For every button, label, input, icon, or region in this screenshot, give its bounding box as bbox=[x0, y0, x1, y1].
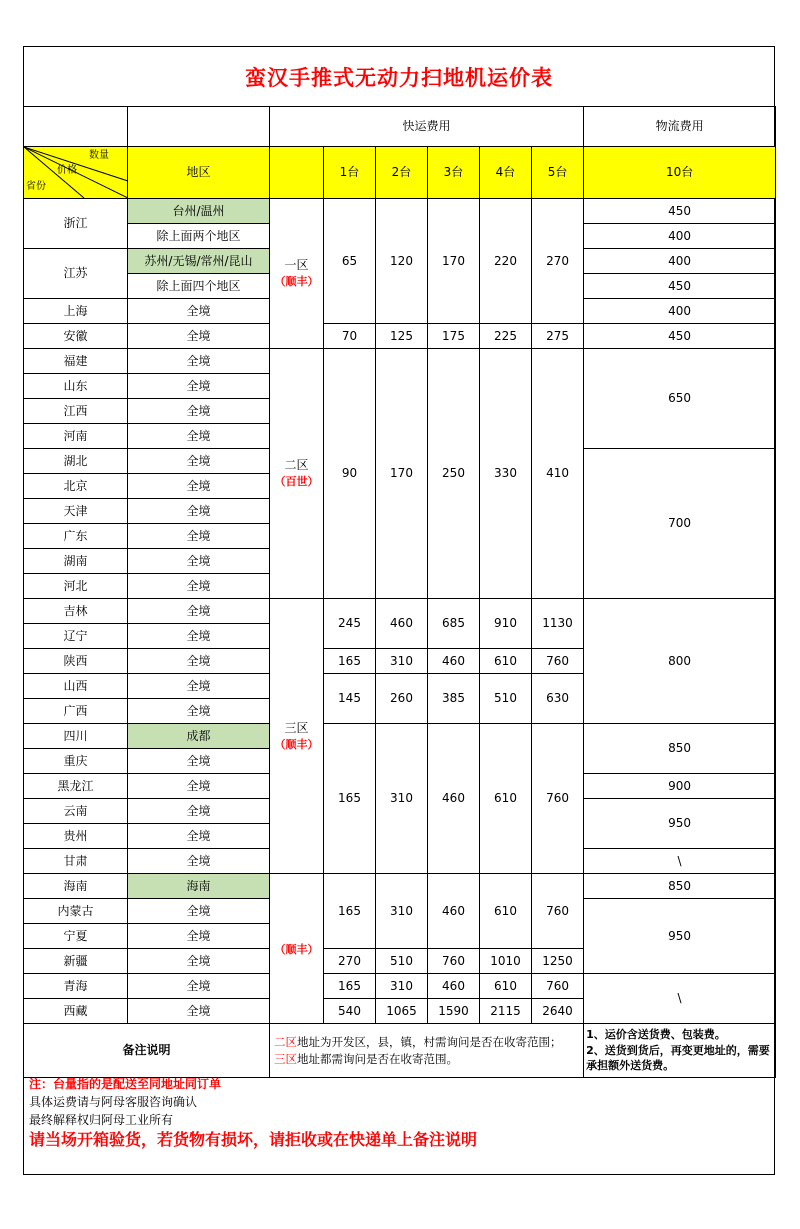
logistics-fee-header: 物流费用 bbox=[584, 107, 776, 147]
qty-2-header: 2台 bbox=[376, 147, 428, 199]
price-z2-5: 410 bbox=[532, 349, 584, 599]
province-cell: 安徽 bbox=[24, 324, 128, 349]
logistics-cell: 400 bbox=[584, 299, 776, 324]
region-cell: 全境 bbox=[128, 749, 270, 774]
remarks-title: 备注说明 bbox=[24, 1024, 270, 1078]
province-cell: 北京 bbox=[24, 474, 128, 499]
province-cell: 黑龙江 bbox=[24, 774, 128, 799]
province-cell: 青海 bbox=[24, 974, 128, 999]
region-cell: 全境 bbox=[128, 599, 270, 624]
logistics-cell: 800 bbox=[584, 599, 776, 724]
region-header: 地区 bbox=[128, 147, 270, 199]
province-cell: 吉林 bbox=[24, 599, 128, 624]
province-cell: 浙江 bbox=[24, 199, 128, 249]
logistics-cell: 700 bbox=[584, 449, 776, 599]
province-cell: 广西 bbox=[24, 699, 128, 724]
price-z1b-4: 225 bbox=[480, 324, 532, 349]
note-line-2: 具体运费请与阿母客服咨询确认 bbox=[29, 1095, 198, 1109]
zone-2-cell bbox=[270, 349, 324, 599]
province-cell: 新疆 bbox=[24, 949, 128, 974]
header-blank-1 bbox=[24, 107, 128, 147]
region-cell: 全境 bbox=[128, 374, 270, 399]
remark-zone3-label: 三区 bbox=[274, 1051, 297, 1066]
region-cell: 全境 bbox=[128, 699, 270, 724]
region-cell: 全境 bbox=[128, 624, 270, 649]
province-cell: 宁夏 bbox=[24, 924, 128, 949]
qty-3-header: 3台 bbox=[428, 147, 480, 199]
price-z4c-1: 165 bbox=[324, 974, 376, 999]
price-z3b-5: 760 bbox=[532, 649, 584, 674]
price-z3a-1: 245 bbox=[324, 599, 376, 649]
price-z1b-2: 125 bbox=[376, 324, 428, 349]
price-z2-4: 330 bbox=[480, 349, 532, 599]
province-cell: 湖南 bbox=[24, 549, 128, 574]
price-z3a-4: 910 bbox=[480, 599, 532, 649]
remarks-zone-notes bbox=[270, 1024, 584, 1078]
price-z4b-3: 760 bbox=[428, 949, 480, 974]
region-cell: 全境 bbox=[128, 899, 270, 924]
zone-2-carrier: （百世） bbox=[274, 475, 319, 489]
region-cell: 全境 bbox=[128, 974, 270, 999]
region-cell: 全境 bbox=[128, 474, 270, 499]
corner-price-label: 价格 bbox=[57, 165, 77, 176]
zone-2-name: 二区 bbox=[284, 458, 309, 473]
price-z3c-4: 510 bbox=[480, 674, 532, 724]
logistics-cell: 400 bbox=[584, 224, 776, 249]
price-z2-2: 170 bbox=[376, 349, 428, 599]
price-z3b-2: 310 bbox=[376, 649, 428, 674]
logistics-cell: 450 bbox=[584, 274, 776, 299]
price-z1a-2: 120 bbox=[376, 199, 428, 324]
province-cell: 河北 bbox=[24, 574, 128, 599]
price-z1a-3: 170 bbox=[428, 199, 480, 324]
note-line-1: 注：台量指的是配送至同地址同订单 bbox=[29, 1077, 222, 1091]
logistics-cell: 850 bbox=[584, 724, 776, 774]
page-title: 蛮汉手推式无动力扫地机运价表 bbox=[245, 66, 553, 90]
region-cell: 成都 bbox=[128, 724, 270, 749]
price-z3d-3: 460 bbox=[428, 724, 480, 874]
zone-4-cell bbox=[270, 874, 324, 1024]
price-z3d-4: 610 bbox=[480, 724, 532, 874]
region-cell: 全境 bbox=[128, 924, 270, 949]
province-cell: 上海 bbox=[24, 299, 128, 324]
province-cell: 广东 bbox=[24, 524, 128, 549]
zone-3-name: 三区 bbox=[284, 720, 309, 735]
qty-1-header: 1台 bbox=[324, 147, 376, 199]
region-cell: 全境 bbox=[128, 524, 270, 549]
price-z2-3: 250 bbox=[428, 349, 480, 599]
region-cell: 全境 bbox=[128, 424, 270, 449]
price-z4a-2: 310 bbox=[376, 874, 428, 949]
price-z4a-1: 165 bbox=[324, 874, 376, 949]
province-cell: 湖北 bbox=[24, 449, 128, 474]
price-z4b-5: 1250 bbox=[532, 949, 584, 974]
remark-right-1: 1、运价含送货费、包装费。 bbox=[586, 1027, 726, 1041]
price-z3b-4: 610 bbox=[480, 649, 532, 674]
price-z2-1: 90 bbox=[324, 349, 376, 599]
qty-5-header: 5台 bbox=[532, 147, 584, 199]
price-z3b-3: 460 bbox=[428, 649, 480, 674]
price-z3c-1: 145 bbox=[324, 674, 376, 724]
price-z1b-1: 70 bbox=[324, 324, 376, 349]
price-z4c-5: 760 bbox=[532, 974, 584, 999]
price-z1b-5: 275 bbox=[532, 324, 584, 349]
price-z4c-4: 610 bbox=[480, 974, 532, 999]
remark-right-2: 2、送货到货后，再变更地址的，需要承担额外送货费。 bbox=[586, 1043, 770, 1073]
logistics-cell: 850 bbox=[584, 874, 776, 899]
price-z4b-4: 1010 bbox=[480, 949, 532, 974]
price-z4c-2: 310 bbox=[376, 974, 428, 999]
zone-header-blank bbox=[270, 147, 324, 199]
province-cell: 辽宁 bbox=[24, 624, 128, 649]
logistics-cell: 950 bbox=[584, 899, 776, 974]
logistics-cell: \ bbox=[584, 974, 776, 1024]
region-cell: 全境 bbox=[128, 674, 270, 699]
remark-zone2-label: 二区 bbox=[274, 1034, 297, 1049]
price-z4d-3: 1590 bbox=[428, 999, 480, 1024]
zone-3-carrier: （顺丰） bbox=[274, 737, 319, 751]
region-cell: 全境 bbox=[128, 574, 270, 599]
corner-province-label: 省份 bbox=[26, 181, 46, 192]
region-cell: 全境 bbox=[128, 799, 270, 824]
region-cell: 全境 bbox=[128, 449, 270, 474]
province-cell: 内蒙古 bbox=[24, 899, 128, 924]
qty-10-header: 10台 bbox=[584, 147, 776, 199]
region-cell: 全境 bbox=[128, 849, 270, 874]
province-cell: 重庆 bbox=[24, 749, 128, 774]
price-z4c-3: 460 bbox=[428, 974, 480, 999]
corner-quantity-label: 数量 bbox=[89, 150, 109, 161]
price-z3c-5: 630 bbox=[532, 674, 584, 724]
province-cell: 江西 bbox=[24, 399, 128, 424]
region-cell: 全境 bbox=[128, 324, 270, 349]
price-z3c-2: 260 bbox=[376, 674, 428, 724]
price-z3a-2: 460 bbox=[376, 599, 428, 649]
zone-4-carrier: （顺丰） bbox=[274, 942, 319, 956]
express-fee-header: 快运费用 bbox=[270, 107, 584, 147]
logistics-cell: 450 bbox=[584, 199, 776, 224]
price-z1a-5: 270 bbox=[532, 199, 584, 324]
province-cell: 贵州 bbox=[24, 824, 128, 849]
province-cell: 海南 bbox=[24, 874, 128, 899]
note-line-3: 最终解释权归阿母工业所有 bbox=[29, 1113, 174, 1127]
price-z4d-5: 2640 bbox=[532, 999, 584, 1024]
province-cell: 山西 bbox=[24, 674, 128, 699]
logistics-cell: 450 bbox=[584, 324, 776, 349]
rate-table bbox=[23, 106, 776, 1078]
price-z4a-5: 760 bbox=[532, 874, 584, 949]
note-line-4: 请当场开箱验货，若货物有损坏，请拒收或在快递单上备注说明 bbox=[29, 1130, 478, 1149]
price-z3c-3: 385 bbox=[428, 674, 480, 724]
price-z4b-2: 510 bbox=[376, 949, 428, 974]
remark-zone2-text: 地址为开发区，县，镇，村需询问是否在收寄范围； bbox=[297, 1034, 562, 1049]
logistics-cell: \ bbox=[584, 849, 776, 874]
region-cell: 除上面四个地区 bbox=[128, 274, 270, 299]
price-z3d-2: 310 bbox=[376, 724, 428, 874]
price-z3d-1: 165 bbox=[324, 724, 376, 874]
zone-3-cell bbox=[270, 599, 324, 874]
region-cell: 全境 bbox=[128, 399, 270, 424]
region-cell: 全境 bbox=[128, 774, 270, 799]
region-cell: 全境 bbox=[128, 949, 270, 974]
price-z4a-3: 460 bbox=[428, 874, 480, 949]
region-cell: 除上面两个地区 bbox=[128, 224, 270, 249]
region-cell: 全境 bbox=[128, 824, 270, 849]
province-cell: 福建 bbox=[24, 349, 128, 374]
footer-notes bbox=[24, 1071, 774, 1155]
province-cell: 山东 bbox=[24, 374, 128, 399]
region-cell: 海南 bbox=[128, 874, 270, 899]
region-cell: 全境 bbox=[128, 649, 270, 674]
region-cell: 全境 bbox=[128, 549, 270, 574]
region-cell: 台州/温州 bbox=[128, 199, 270, 224]
remarks-fee-notes bbox=[584, 1024, 776, 1078]
region-cell: 全境 bbox=[128, 299, 270, 324]
province-cell: 江苏 bbox=[24, 249, 128, 299]
province-cell: 甘肃 bbox=[24, 849, 128, 874]
qty-4-header: 4台 bbox=[480, 147, 532, 199]
province-cell: 西藏 bbox=[24, 999, 128, 1024]
price-z4a-4: 610 bbox=[480, 874, 532, 949]
price-z3d-5: 760 bbox=[532, 724, 584, 874]
price-z3a-5: 1130 bbox=[532, 599, 584, 649]
price-z4b-1: 270 bbox=[324, 949, 376, 974]
region-cell: 全境 bbox=[128, 499, 270, 524]
province-cell: 四川 bbox=[24, 724, 128, 749]
header-blank-2 bbox=[128, 107, 270, 147]
province-cell: 河南 bbox=[24, 424, 128, 449]
price-z1a-4: 220 bbox=[480, 199, 532, 324]
province-cell: 天津 bbox=[24, 499, 128, 524]
province-cell: 云南 bbox=[24, 799, 128, 824]
price-z4d-4: 2115 bbox=[480, 999, 532, 1024]
province-cell: 陕西 bbox=[24, 649, 128, 674]
price-z1a-1: 65 bbox=[324, 199, 376, 324]
zone-1-cell bbox=[270, 199, 324, 349]
price-z3b-1: 165 bbox=[324, 649, 376, 674]
region-cell: 全境 bbox=[128, 999, 270, 1024]
price-z3a-3: 685 bbox=[428, 599, 480, 649]
region-cell: 苏州/无锡/常州/昆山 bbox=[128, 249, 270, 274]
region-cell: 全境 bbox=[128, 349, 270, 374]
logistics-cell: 900 bbox=[584, 774, 776, 799]
logistics-cell: 400 bbox=[584, 249, 776, 274]
zone-1-carrier: （顺丰） bbox=[274, 275, 319, 289]
price-z4d-2: 1065 bbox=[376, 999, 428, 1024]
zone-1-name: 一区 bbox=[284, 258, 309, 273]
logistics-cell: 650 bbox=[584, 349, 776, 449]
price-z4d-1: 540 bbox=[324, 999, 376, 1024]
rate-sheet bbox=[23, 46, 775, 1175]
logistics-cell: 950 bbox=[584, 799, 776, 849]
corner-header bbox=[24, 147, 128, 199]
remark-zone3-text: 地址都需询问是否在收寄范围。 bbox=[297, 1051, 458, 1066]
price-z1b-3: 175 bbox=[428, 324, 480, 349]
